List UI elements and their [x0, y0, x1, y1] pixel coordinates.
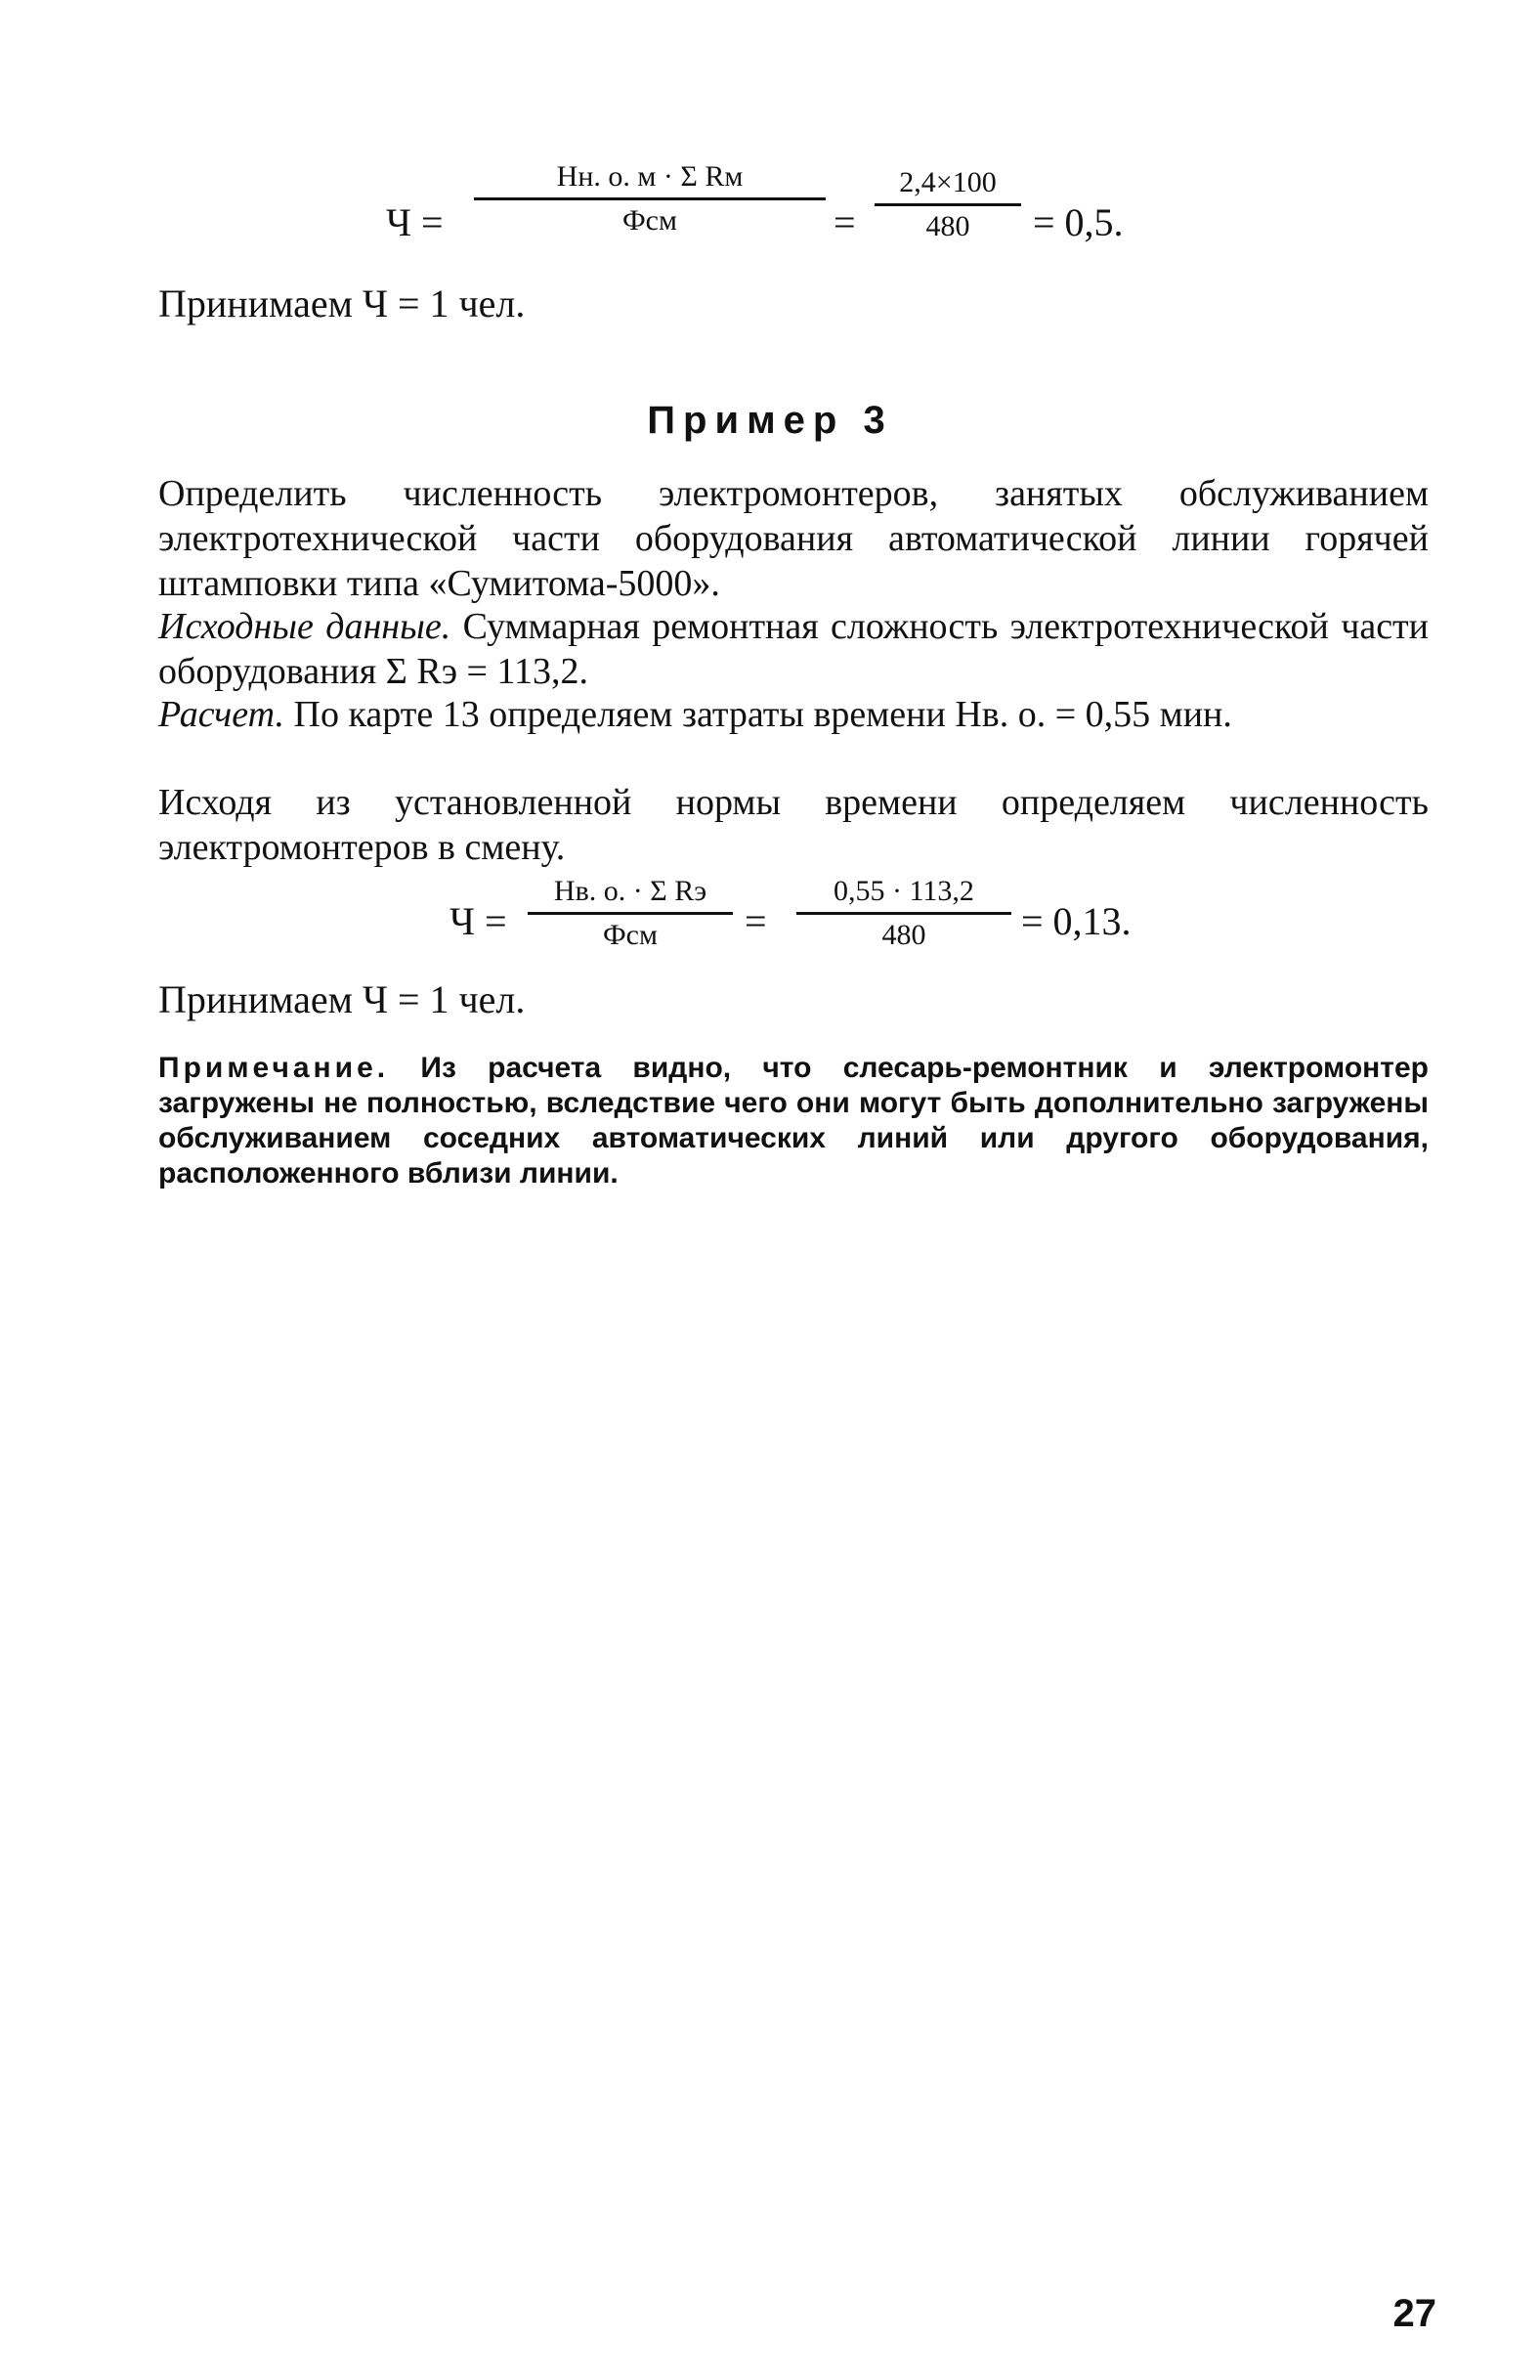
formula-2-numerator-2: 0,55 · 113,2 — [834, 875, 974, 907]
formula-2-denominator-2: 480 — [881, 919, 926, 951]
formula-1-fraction — [474, 162, 826, 236]
note-paragraph — [158, 1051, 1429, 1191]
accept-line-1: Принимаем Ч = 1 чел. — [158, 281, 526, 325]
fraction-bar — [875, 203, 1021, 206]
formula-2-result: = 0,13. — [1021, 899, 1132, 943]
note-text: Из расчета видно, что слесарь-ремонтник и электромонтер загружены не полностью, вследствие чего они могут быть дополнительно загружены обслуживанием соседних автоматических линий или другого оборудования, расположенного вблизи линии. — [158, 1052, 1429, 1190]
norm-paragraph: Исходя из установленной нормы времени определяем численность электромонтеров в смену. — [158, 782, 1429, 868]
formula-2-numerator: Hв. о. · Σ Rэ — [553, 875, 707, 907]
source-label: Исходные данные. — [158, 606, 451, 647]
fraction-bar — [796, 912, 1011, 915]
note-label: Примечание. — [158, 1052, 390, 1084]
formula-2-eq: = — [745, 899, 767, 943]
formula-2-fraction — [528, 877, 733, 950]
section-heading: Пример 3 — [647, 399, 893, 442]
formula-2-denominator: Фсм — [602, 919, 658, 951]
formula-2-lhs: Ч = — [449, 899, 507, 943]
page-number: 27 — [1392, 2292, 1436, 2335]
formula-1-numerator: Hн. о. м · Σ Rм — [556, 160, 744, 193]
formula-1-lhs: Ч = — [386, 200, 444, 244]
formula-1-denominator-2: 480 — [925, 210, 970, 242]
calc-text: По карте 13 определяем затраты времени Hв. о. = 0,55 мин. — [284, 694, 1232, 735]
source-paragraph — [158, 604, 1429, 694]
formula-1-denominator: Фсм — [621, 204, 677, 237]
formula-1-fraction-2 — [875, 168, 1021, 241]
fraction-bar — [528, 912, 733, 915]
formula-2-fraction-2 — [796, 877, 1011, 950]
formula-1-result: = 0,5. — [1033, 200, 1124, 244]
source-text: Суммарная ремонтная сложность электротехнической части оборудования Σ Rэ = 113,2. — [158, 606, 1430, 692]
accept-line-2: Принимаем Ч = 1 чел. — [158, 977, 526, 1021]
formula-1-eq: = — [834, 200, 856, 244]
fraction-bar — [474, 197, 826, 200]
intro-paragraph: Определить численность электромонтеров, занятых обслуживанием электротехнической части оборудования автоматической линии горячей штамповки типа «Сумитома-5000». — [158, 473, 1429, 604]
formula-1-numerator-2: 2,4×100 — [899, 166, 997, 198]
calc-label: Расчет. — [158, 694, 285, 735]
calc-paragraph — [158, 692, 1429, 737]
